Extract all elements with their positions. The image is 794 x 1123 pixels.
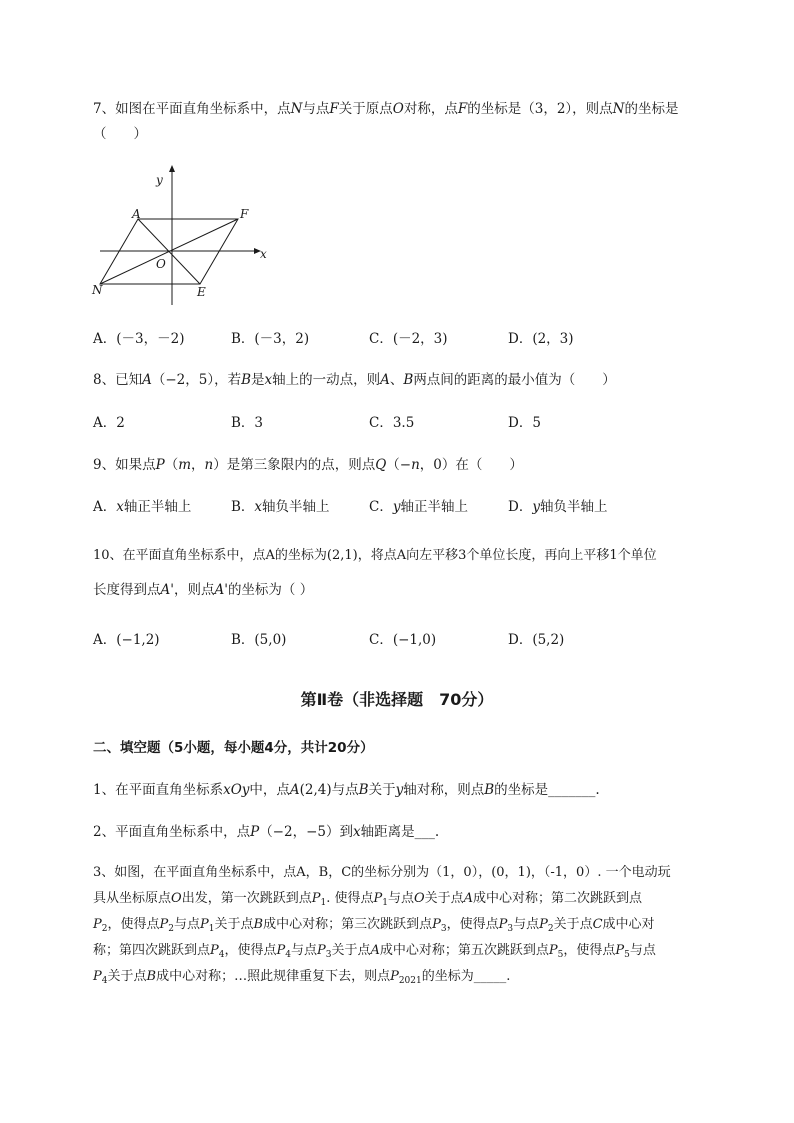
q9-option-d[interactable]: D．y轴负半轴上 [508, 499, 608, 515]
q10-option-c[interactable]: C．(−1,0) [369, 632, 437, 648]
q7-stem: 7、如图在平面直角坐标系中，点N与点F关于原点O对称，点F的坐标是（3，2），则点N的坐标是 [93, 101, 679, 117]
q8-option-c[interactable]: C．3.5 [369, 415, 415, 431]
q8-option-d[interactable]: D．5 [508, 415, 541, 431]
q7-option-c[interactable]: C．(－2，3) [369, 331, 448, 347]
fill-q3-line1: 3、如图，在平面直角坐标系中，点A，B，C的坐标分别为（1，0），(0，1)，（-1，0）. 一个电动玩 [93, 865, 671, 880]
fill-q3-line4: 称；第四次跳跃到点$P_4$，使得点$P_4$与点$P_3$关于点A成中心对称；第五次跳跃到点$P_5$，使得点$P_5$与点 [93, 943, 656, 960]
q8-option-b[interactable]: B．3 [231, 415, 264, 431]
q7-figure [88, 160, 288, 310]
q9-option-b[interactable]: B．x轴负半轴上 [231, 499, 330, 515]
fill-q3-line5: $P_4$关于点B成中心对称；…照此规律重复下去，则点$P_{2021}$的坐标为_____. [93, 969, 511, 986]
q7-option-b[interactable]: B．(－3，2) [231, 331, 310, 347]
point-N-label: N [92, 283, 103, 297]
q9-option-a[interactable]: A．x轴正半轴上 [93, 499, 192, 515]
fill-q3-line2: 具从坐标原点O出发，第一次跳跃到点$P_1$. 使得点$P_1$与点O关于点A成中心对称；第二次跳跃到点 [93, 891, 643, 908]
part2-title: 第Ⅱ卷（非选择题 70分） [300, 690, 494, 709]
q7-option-d[interactable]: D．(2，3) [508, 331, 574, 347]
q10-option-b[interactable]: B．(5,0) [231, 632, 287, 648]
point-O-label: O [156, 257, 166, 271]
q9-stem: 9、如果点P（m，n）是第三象限内的点，则点Q（−n，0）在（ ） [93, 457, 523, 473]
q10-stem-line2: 长度得到点A'，则点A'的坐标为（ ） [93, 582, 314, 598]
fill-q3-line3: $P_2$，使得点$P_2$与点$P_1$关于点B成中心对称；第三次跳跃到点$P_3$，使得点$P_3$与点$P_2$关于点C成中心对 [93, 917, 655, 934]
q7-option-a[interactable]: A．(－3，－2) [93, 331, 185, 347]
q9-option-c[interactable]: C．y轴正半轴上 [369, 499, 468, 515]
q10-option-a[interactable]: A．(−1,2) [93, 632, 160, 648]
x-axis-label: x [260, 247, 267, 261]
q7-answer-paren: （ ） [93, 126, 147, 142]
q10-option-d[interactable]: D．(5,2) [508, 632, 565, 648]
point-A-label: A [132, 207, 141, 221]
fill-q2: 2、平面直角坐标系中，点P（−2，−5）到x轴距离是___. [93, 824, 440, 840]
q8-stem: 8、已知A（−2，5），若B是x轴上的一动点，则A、B两点间的距离的最小值为（ ） [93, 372, 616, 388]
fill-section-heading: 二、填空题（5小题，每小题4分，共计20分） [93, 740, 374, 756]
q10-stem-line1: 10、在平面直角坐标系中，点A的坐标为(2,1)，将点A向左平移3个单位长度，再向上平移1个单位 [93, 548, 657, 563]
q8-option-a[interactable]: A．2 [93, 415, 125, 431]
y-axis-label: y [156, 173, 163, 187]
fill-q1: 1、在平面直角坐标系xOy中，点A(2,4)与点B关于y轴对称，则点B的坐标是_______. [93, 782, 600, 798]
point-E-label: E [197, 285, 206, 299]
point-F-label: F [240, 207, 249, 221]
